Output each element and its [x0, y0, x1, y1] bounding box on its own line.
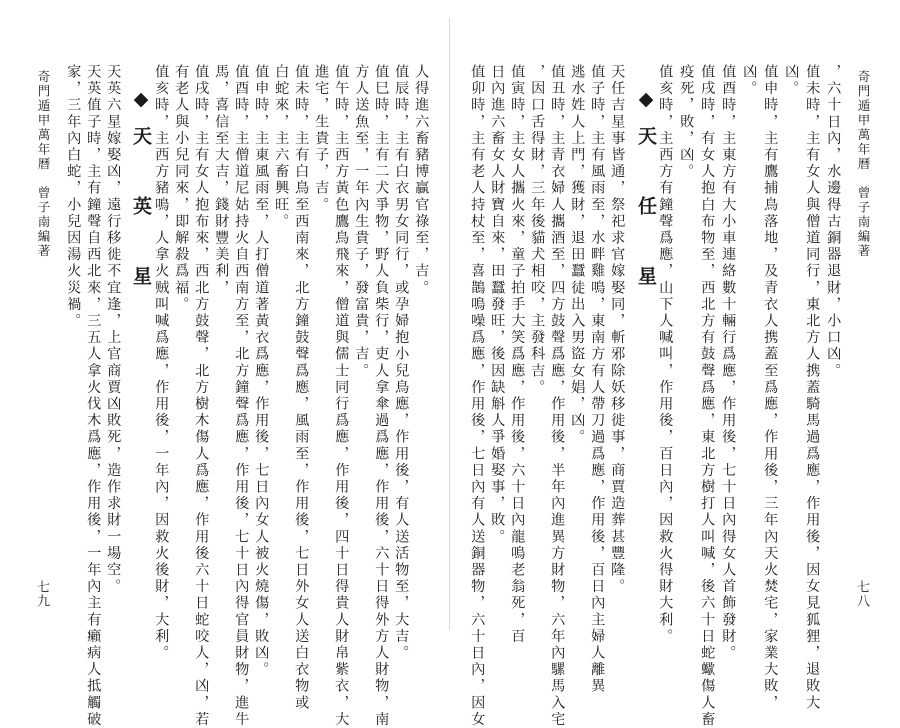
text-column: 值辰時，主有白衣男女同行，或孕婦抱小兒鳥應，作用後，有人送活物至，大吉。: [393, 64, 410, 662]
text-column: 值丑時，主青衣婦人攜酒至，四方鼓聲爲應，作用後，半年內進異方財物，六年內騾馬入宅: [549, 64, 566, 728]
text-column: 值申時，主東風雨至，人打僧道著黃衣爲應，作用後，七日內女人被火燒傷，敗凶。: [253, 64, 270, 679]
page-number: 七九: [34, 580, 49, 608]
text-column: 值戌時，有女人抱白布物至，西北方有鼓聲爲應，東北方樹打人叫喊，後六十日蛇蠍傷人畜: [699, 64, 716, 728]
text-column: 值酉時，主僧道尼姑持火自西南方至，北方鐘聲爲應，作用後，七十日內得官員財物，進牛: [233, 64, 250, 728]
section-heading: [128, 88, 155, 301]
text-column: 值戌時，主有女人抱布來，西北方鼓聲，北方樹木傷人爲應，作用後六十日蛇咬人，凶，若: [193, 64, 210, 728]
text-column: 值子時，主有風雨至，水畔雞鳴，東南方有人帶刀過爲應，作用後，百日內主婦人離異: [589, 64, 606, 695]
running-head: 奇門遁甲萬年曆 曾子南編著: [856, 70, 871, 259]
text-column: 值申時，主有鷹捕鳥落地，及青衣人携蓋至爲應，作用後，三年內天火焚宅，家業大敗，: [762, 64, 779, 712]
text-column: 天英六星嫁娶凶，遠行移徙不宜逢，上官商賈凶敗死，造作求財一場空。: [105, 64, 122, 596]
text-column: 逃水姓人上門，獲財，退田蠶徒出入男盜女娼，凶。: [569, 64, 586, 446]
text-column: 家，三年內白蛇，小兒因湯火災禍。: [65, 64, 82, 330]
text-column: 值未時，主有女人與僧道同行，東北方人携蓋騎馬過爲應，作用後，因女見狐狸，退敗大: [804, 64, 821, 712]
text-column: 值酉時，主東方有大小車連絡數十輛行爲應，作用後，七十日內得女人首飾發財。: [720, 64, 737, 662]
text-column: 人得進六畜豬博贏官祿至，吉。: [413, 64, 430, 297]
running-head: 奇門遁甲萬年曆 曾子南編著: [36, 70, 51, 259]
heading-text: 天 英 星: [130, 126, 152, 301]
right-page: [450, 0, 900, 728]
text-column: 值寅時，主女人攜火來，童子拍手大笑爲應，作用後，六十日內龍鳴老翁死，百: [509, 64, 526, 645]
text-column: 值巳時，主有二犬爭物，野人負柴行，吏人拿傘過爲應，作用後，六十日得外方人財物，南: [373, 64, 390, 728]
page-number: 七八: [854, 580, 869, 608]
text-column: 值亥時，主西方有鐘聲爲應，山下人喊叫，作用後，百日內，因救火得財大利。: [657, 64, 674, 645]
section-heading: [633, 88, 660, 301]
text-column: 方人送魚至，一年內生貴子，發富貴，吉。: [353, 64, 370, 380]
text-column: 值卯時，主有老人持杖至，喜鵲鳴噪爲應，作用後，七日內有人送銅器物，六十日內，因女: [469, 64, 486, 728]
diamond-bullet-icon: ◆: [130, 88, 152, 126]
text-column: 進宅，生貴子，吉。: [313, 64, 330, 214]
text-column: 馬，喜信至大吉，錢財豐美利，: [213, 64, 230, 297]
text-column: 值亥時，主西方豬鳴，人拿火贼叫喊爲應，作用後，一年內，因救火後財，大利。: [153, 64, 170, 662]
text-column: 日內進六畜女人財寶自來，田蠶發旺，後因缺斛人爭婚娶事，敗。: [489, 64, 506, 546]
text-column: 值未時，主有白鳥至西南來，北方鐘鼓聲爲應，風雨至，作用後，七日外女人送白衣物或: [293, 64, 310, 712]
text-column: 白蛇來，主六畜興旺。: [273, 64, 290, 230]
diamond-bullet-icon: ◆: [635, 88, 657, 126]
heading-text: 天 任 星: [635, 126, 657, 301]
text-column: 有老人與小兒同來，即解殺爲福。: [173, 64, 190, 313]
text-column: 值午時，主西方黃色鷹鳥飛來，僧道與儒士同行爲應，作用後，四十日得貴人財帛紫衣，大: [333, 64, 350, 728]
text-column: ，因口舌得財，三年後貓犬相咬，主發科吉。: [529, 64, 546, 396]
text-column: 凶。: [741, 64, 758, 98]
text-column: 疫死，敗，凶。: [678, 64, 695, 181]
text-column: 凶。: [783, 64, 800, 98]
text-column: ，六十日內，水邊得古銅器退財，小口凶。: [825, 64, 842, 380]
text-column: 天英值子時，主有鐘聲自西北來，三五人拿火伐木爲應，作用後，一年內主有癩病人抵觸破: [85, 64, 102, 728]
text-column: 天任吉星事皆通，祭祀求官嫁娶同，斬邪除妖移徙事，商賈造葬甚豐隆。: [609, 64, 626, 596]
